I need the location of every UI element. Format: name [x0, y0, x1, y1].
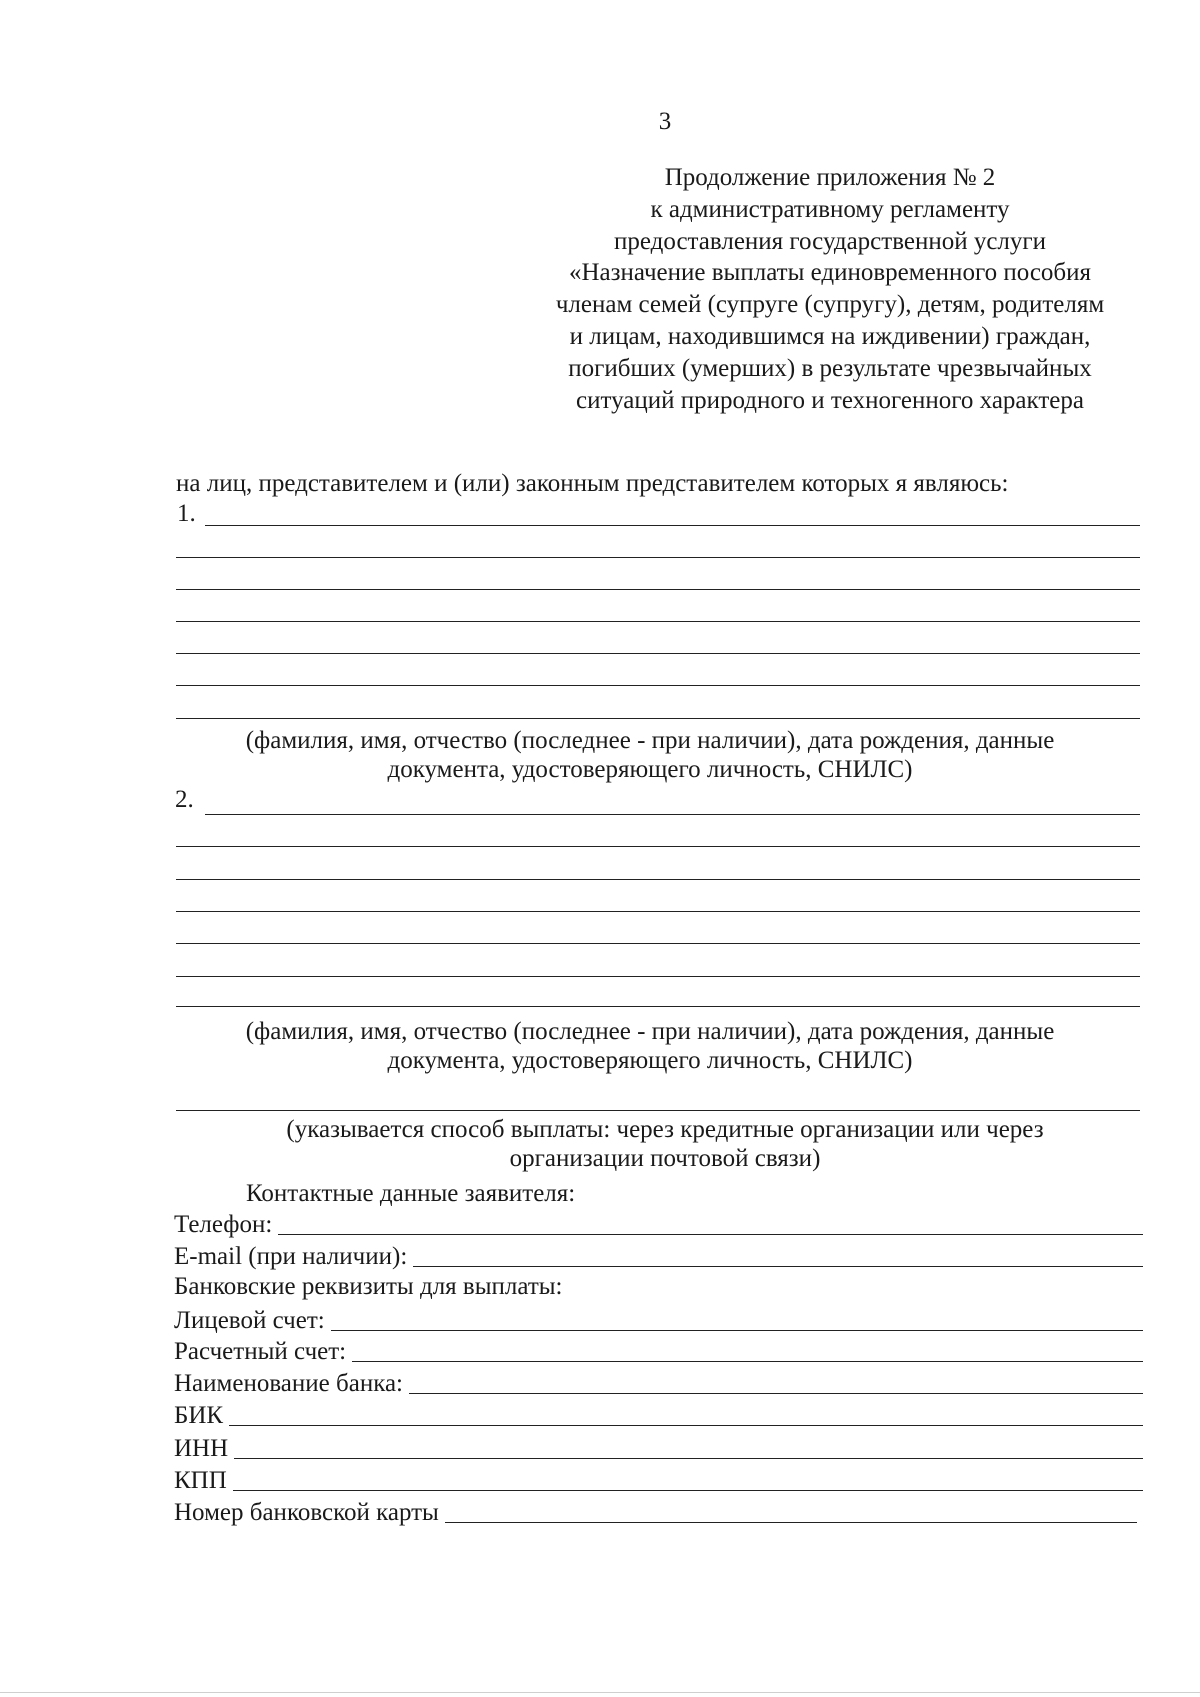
- personal-account-label: Лицевой счет:: [174, 1307, 325, 1334]
- person-2-line[interactable]: [176, 976, 1140, 977]
- person-1-line[interactable]: [176, 718, 1140, 719]
- phone-label: Телефон:: [174, 1211, 273, 1238]
- header-line: Продолжение приложения № 2: [664, 164, 996, 191]
- inn-label: ИНН: [174, 1435, 229, 1462]
- person-1-line[interactable]: [176, 557, 1140, 558]
- settlement-account-field[interactable]: [352, 1361, 1143, 1362]
- card-number-field[interactable]: [445, 1522, 1137, 1523]
- phone-field[interactable]: [278, 1234, 1143, 1235]
- person-2-line[interactable]: [176, 943, 1140, 944]
- contacts-heading: Контактные данные заявителя:: [246, 1180, 576, 1207]
- person-2-line[interactable]: [176, 1006, 1140, 1007]
- phone-row: [174, 1207, 1143, 1239]
- email-row: [174, 1239, 1143, 1271]
- personal-account-row: [174, 1303, 1143, 1335]
- caption-line: (фамилия, имя, отчество (последнее - при наличии), дата рождения, данные: [245, 727, 1055, 754]
- intro-text: на лиц, представителем и (или) законным представителем которых я являюсь:: [176, 470, 1009, 497]
- person-1-line[interactable]: [176, 589, 1140, 590]
- person-1-line[interactable]: [176, 653, 1140, 654]
- personal-account-field[interactable]: [331, 1330, 1143, 1331]
- person-2-line[interactable]: [176, 846, 1140, 847]
- caption-line: организации почтовой связи): [509, 1145, 821, 1172]
- settlement-account-row: [174, 1334, 1143, 1366]
- bank-name-row: [174, 1366, 1143, 1398]
- person-2-number: 2.: [175, 786, 194, 813]
- person-2-line[interactable]: [205, 814, 1140, 815]
- person-2-line[interactable]: [176, 911, 1140, 912]
- bik-label: БИК: [174, 1402, 224, 1429]
- person-1-number: 1.: [177, 500, 196, 527]
- person-2-caption: [160, 1017, 1140, 1075]
- kpp-label: КПП: [174, 1467, 227, 1494]
- caption-line: документа, удостоверяющего личность, СНИЛС): [387, 1047, 913, 1074]
- payment-method-line[interactable]: [176, 1110, 1140, 1111]
- person-2-line[interactable]: [176, 879, 1140, 880]
- bank-name-label: Наименование банка:: [174, 1370, 404, 1397]
- bank-heading: Банковские реквизиты для выплаты:: [174, 1273, 563, 1300]
- caption-line: (указывается способ выплаты: через кредитные организации или через: [286, 1116, 1044, 1143]
- bik-row: [174, 1398, 1143, 1430]
- payment-method-caption: [160, 1115, 1170, 1173]
- kpp-row: [174, 1463, 1143, 1495]
- caption-line: документа, удостоверяющего личность, СНИЛС): [387, 756, 913, 783]
- bank-name-field[interactable]: [409, 1393, 1143, 1394]
- page-number: 3: [658, 108, 672, 135]
- bik-field[interactable]: [229, 1425, 1143, 1426]
- appendix-header: [480, 162, 1180, 416]
- inn-field[interactable]: [234, 1458, 1143, 1459]
- person-1-caption: [160, 726, 1140, 784]
- card-number-row: [174, 1495, 1137, 1527]
- header-line: к административному регламенту: [650, 195, 1010, 223]
- person-1-line[interactable]: [176, 621, 1140, 622]
- kpp-field[interactable]: [233, 1490, 1143, 1491]
- email-field[interactable]: [413, 1266, 1143, 1267]
- caption-line: (фамилия, имя, отчество (последнее - при наличии), дата рождения, данные: [245, 1018, 1055, 1045]
- header-line: погибших (умерших) в результате чрезвычайных: [568, 354, 1092, 382]
- header-line: членам семей (супруге (супругу), детям, родителям: [555, 291, 1105, 319]
- email-label: E-mail (при наличии):: [174, 1243, 408, 1270]
- settlement-account-label: Расчетный счет:: [174, 1338, 347, 1365]
- header-line: ситуаций природного и техногенного характера: [576, 386, 1084, 414]
- inn-row: [174, 1431, 1143, 1463]
- person-1-line[interactable]: [205, 525, 1140, 526]
- person-1-line[interactable]: [176, 685, 1140, 686]
- header-line: и лицам, находившимся на иждивении) граждан,: [569, 322, 1091, 350]
- card-number-label: Номер банковской карты: [174, 1499, 439, 1526]
- scan-bottom-edge: [0, 1692, 1200, 1693]
- header-line: предоставления государственной услуги: [613, 227, 1047, 255]
- header-line: «Назначение выплаты единовременного пособия: [568, 259, 1092, 287]
